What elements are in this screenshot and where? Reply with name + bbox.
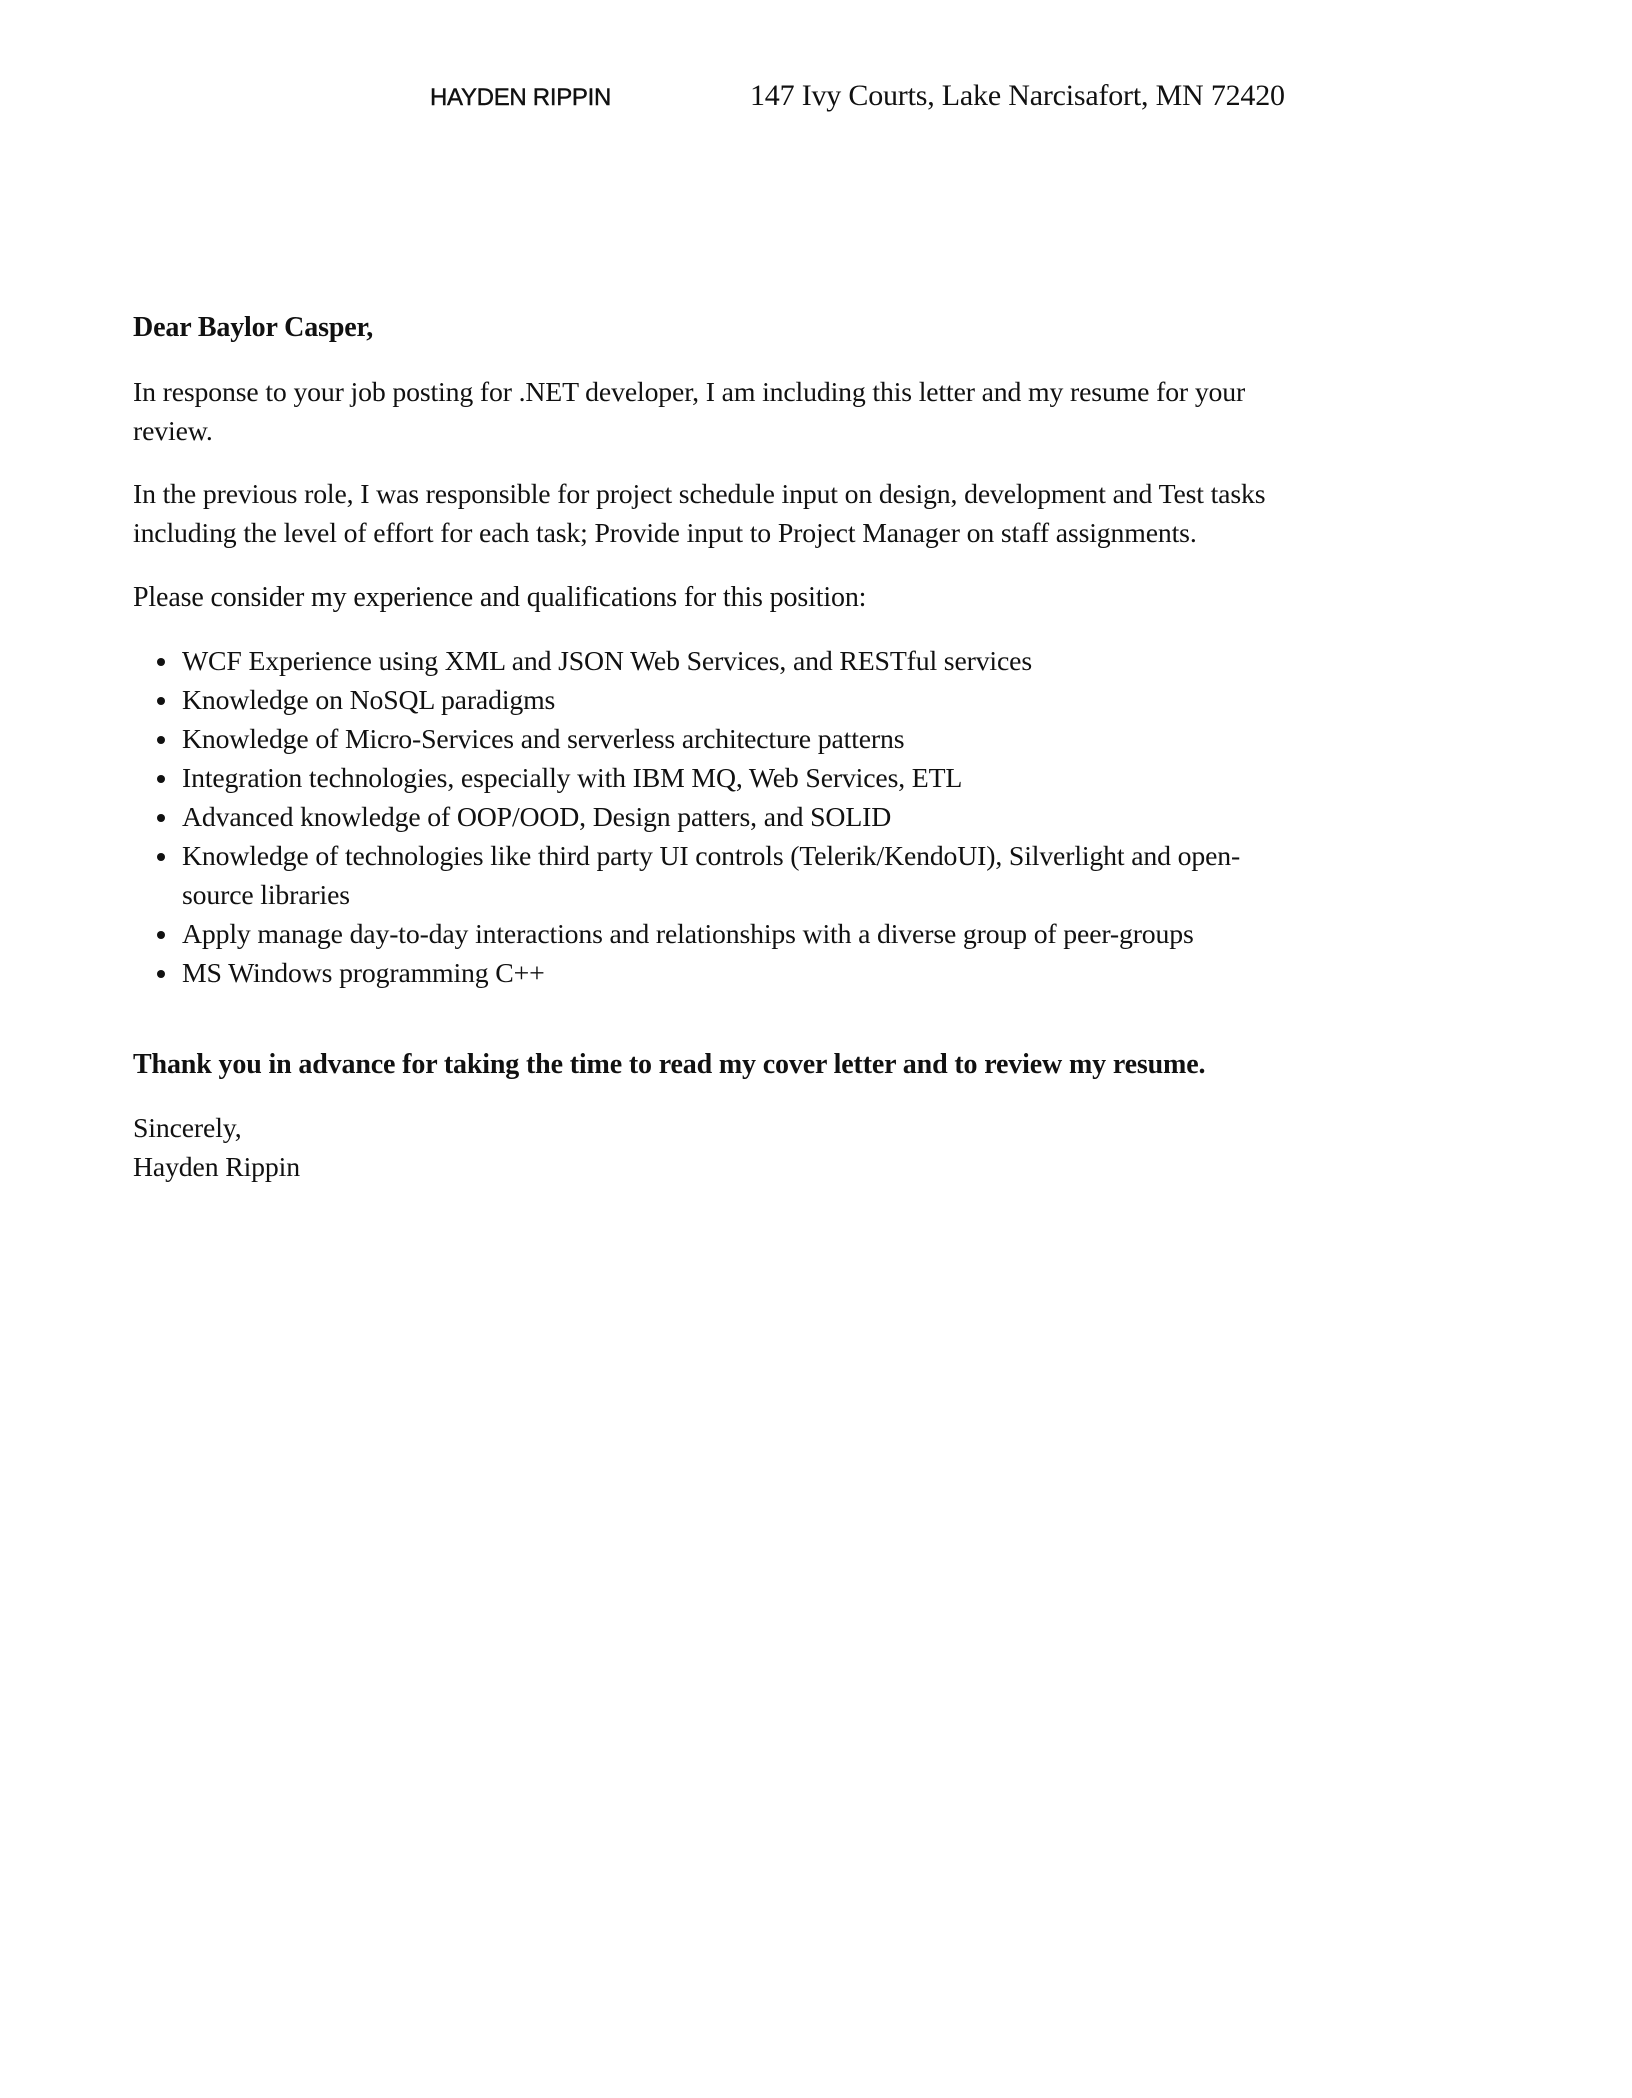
list-item bbox=[133, 954, 1513, 993]
paragraph-line: In the previous role, I was responsible for project schedule input on design, development and Test tasks bbox=[133, 479, 1266, 510]
paragraph-line: In response to your job posting for .NET developer, I am including this letter and my resume for your bbox=[133, 377, 1246, 408]
list-item-line: Knowledge on NoSQL paradigms bbox=[182, 685, 556, 716]
header-name: HAYDEN RIPPIN bbox=[430, 84, 612, 111]
list-item-line: Apply manage day-to-day interactions and relationships with a diverse group of peer-groups bbox=[182, 919, 1194, 950]
list-item bbox=[133, 642, 1513, 681]
list-item bbox=[133, 681, 1513, 720]
bullet-icon bbox=[157, 697, 165, 705]
list-item-line: Advanced knowledge of OOP/OOD, Design patters, and SOLID bbox=[182, 802, 892, 833]
list-item-line: MS Windows programming C++ bbox=[182, 958, 545, 989]
list-item bbox=[133, 759, 1513, 798]
paragraph-line: review. bbox=[133, 416, 213, 447]
list-item-line: Integration technologies, especially with IBM MQ, Web Services, ETL bbox=[182, 763, 963, 794]
bullet-icon bbox=[157, 658, 165, 666]
list-item bbox=[133, 915, 1513, 954]
bullet-icon bbox=[157, 970, 165, 978]
closing: Sincerely, bbox=[133, 1113, 242, 1144]
list-item bbox=[133, 837, 1513, 915]
bullet-icon bbox=[157, 736, 165, 744]
list-item-line: Knowledge of technologies like third party UI controls (Telerik/KendoUI), Silverlight and open- bbox=[182, 841, 1241, 872]
signature: Hayden Rippin bbox=[133, 1152, 300, 1183]
bullet-icon bbox=[157, 814, 165, 822]
paragraph-line: including the level of effort for each task; Provide input to Project Manager on staff assignments. bbox=[133, 518, 1197, 549]
list-item-line: source libraries bbox=[182, 880, 350, 911]
header-address: 147 Ivy Courts, Lake Narcisafort, MN 72420 bbox=[750, 79, 1285, 112]
paragraph-intro bbox=[133, 373, 1513, 451]
bullet-icon bbox=[157, 931, 165, 939]
qualifications-list bbox=[133, 642, 1513, 993]
thank-you-line: Thank you in advance for taking the time to read my cover letter and to review my resume. bbox=[133, 1049, 1206, 1080]
list-item-line: WCF Experience using XML and JSON Web Services, and RESTful services bbox=[182, 646, 1032, 677]
paragraph-consider: Please consider my experience and qualifications for this position: bbox=[133, 582, 867, 613]
closing-block bbox=[133, 1109, 1513, 1187]
greeting: Dear Baylor Casper, bbox=[133, 312, 374, 343]
paragraph-previous-role bbox=[133, 475, 1513, 553]
list-item bbox=[133, 798, 1513, 837]
list-item bbox=[133, 720, 1513, 759]
bullet-icon bbox=[157, 853, 165, 861]
list-item-line: Knowledge of Micro-Services and serverless architecture patterns bbox=[182, 724, 905, 755]
bullet-icon bbox=[157, 775, 165, 783]
